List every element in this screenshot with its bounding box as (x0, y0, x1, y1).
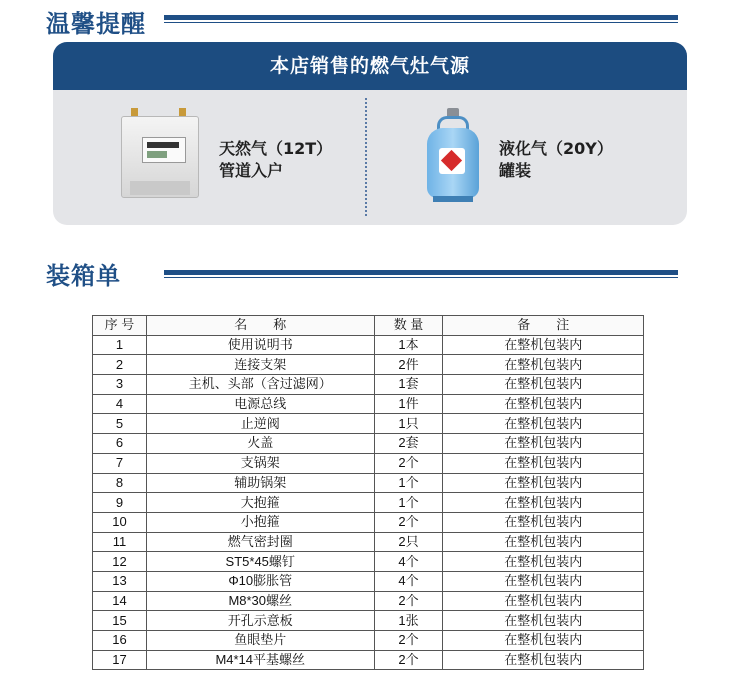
table-row (93, 394, 644, 414)
cell-index: 17 (93, 650, 147, 670)
cell-remark: 在整机包装内 (443, 512, 644, 532)
cell-remark: 在整机包装内 (443, 571, 644, 591)
table-header-row (93, 316, 644, 336)
header-index: 序 号 (93, 316, 147, 336)
table-row (93, 453, 644, 473)
cell-remark: 在整机包装内 (443, 375, 644, 395)
lpg-name: 液化气（20Y） (499, 139, 613, 158)
cell-index: 13 (93, 571, 147, 591)
cell-remark: 在整机包装内 (443, 453, 644, 473)
cell-remark: 在整机包装内 (443, 493, 644, 513)
cell-name: 小抱箍 (146, 512, 374, 532)
panel-heading: 本店销售的燃气灶气源 (53, 42, 687, 90)
cell-index: 14 (93, 591, 147, 611)
cell-remark: 在整机包装内 (443, 650, 644, 670)
natural-gas-name: 天然气（12T） (219, 139, 333, 158)
gas-cylinder-icon (425, 108, 481, 202)
table-row (93, 591, 644, 611)
gas-source-panel (53, 42, 687, 225)
cell-name: 开孔示意板 (146, 611, 374, 631)
cell-quantity: 2个 (374, 650, 443, 670)
header-remark: 备 注 (443, 316, 644, 336)
reminder-title: 温馨提醒 (46, 10, 146, 38)
cell-index: 8 (93, 473, 147, 493)
cell-index: 7 (93, 453, 147, 473)
cell-index: 2 (93, 355, 147, 375)
cell-quantity: 2只 (374, 532, 443, 552)
cell-remark: 在整机包装内 (443, 394, 644, 414)
header-quantity: 数 量 (374, 316, 443, 336)
packing-list-title: 装箱单 (46, 262, 121, 290)
cell-name: 支锅架 (146, 453, 374, 473)
table-row (93, 512, 644, 532)
cell-quantity: 1套 (374, 375, 443, 395)
cell-index: 10 (93, 512, 147, 532)
cell-quantity: 1个 (374, 493, 443, 513)
table-row (93, 375, 644, 395)
cell-name: 火盖 (146, 434, 374, 454)
cell-remark: 在整机包装内 (443, 532, 644, 552)
cell-index: 1 (93, 335, 147, 355)
cell-index: 11 (93, 532, 147, 552)
cell-name: 大抱箍 (146, 493, 374, 513)
table-row (93, 473, 644, 493)
cell-quantity: 1本 (374, 335, 443, 355)
cell-index: 3 (93, 375, 147, 395)
cell-remark: 在整机包装内 (443, 355, 644, 375)
cell-index: 6 (93, 434, 147, 454)
cell-index: 12 (93, 552, 147, 572)
cell-name: 止逆阀 (146, 414, 374, 434)
cell-quantity: 1个 (374, 473, 443, 493)
header-name: 名 称 (146, 316, 374, 336)
gas-meter-icon (121, 108, 197, 198)
table-row (93, 355, 644, 375)
cell-name: 连接支架 (146, 355, 374, 375)
table-row (93, 414, 644, 434)
cell-remark: 在整机包装内 (443, 591, 644, 611)
cell-quantity: 2件 (374, 355, 443, 375)
table-body (93, 335, 644, 670)
cell-remark: 在整机包装内 (443, 335, 644, 355)
table-row (93, 611, 644, 631)
cell-remark: 在整机包装内 (443, 434, 644, 454)
table-row (93, 650, 644, 670)
cell-name: 燃气密封圈 (146, 532, 374, 552)
table-row (93, 434, 644, 454)
cell-name: 辅助锅架 (146, 473, 374, 493)
natural-gas-detail: 管道入户 (219, 161, 284, 180)
cell-quantity: 2个 (374, 453, 443, 473)
lpg-detail: 罐装 (499, 161, 532, 180)
reminder-title-rule (164, 15, 678, 20)
cell-name: 电源总线 (146, 394, 374, 414)
cell-index: 9 (93, 493, 147, 513)
packing-table (92, 315, 644, 670)
table-row (93, 571, 644, 591)
cell-index: 5 (93, 414, 147, 434)
cell-quantity: 2个 (374, 512, 443, 532)
lpg-label (499, 138, 613, 182)
table-row (93, 532, 644, 552)
cell-quantity: 4个 (374, 571, 443, 591)
cell-quantity: 2个 (374, 631, 443, 651)
cell-quantity: 2套 (374, 434, 443, 454)
cell-index: 15 (93, 611, 147, 631)
cell-name: M4*14平基螺丝 (146, 650, 374, 670)
cell-quantity: 1件 (374, 394, 443, 414)
cell-quantity: 1张 (374, 611, 443, 631)
cell-name: M8*30螺丝 (146, 591, 374, 611)
cell-name: 鱼眼垫片 (146, 631, 374, 651)
packing-title-rule (164, 270, 678, 275)
natural-gas-label (219, 138, 332, 182)
cell-remark: 在整机包装内 (443, 552, 644, 572)
table-row (93, 493, 644, 513)
cell-quantity: 1只 (374, 414, 443, 434)
cell-quantity: 2个 (374, 591, 443, 611)
cell-index: 16 (93, 631, 147, 651)
cell-name: ST5*45螺钉 (146, 552, 374, 572)
cell-remark: 在整机包装内 (443, 631, 644, 651)
panel-divider (365, 98, 367, 216)
cell-quantity: 4个 (374, 552, 443, 572)
table-row (93, 631, 644, 651)
cell-name: Φ10膨胀管 (146, 571, 374, 591)
cell-remark: 在整机包装内 (443, 473, 644, 493)
cell-remark: 在整机包装内 (443, 414, 644, 434)
table-row (93, 335, 644, 355)
cell-index: 4 (93, 394, 147, 414)
cell-remark: 在整机包装内 (443, 611, 644, 631)
table-row (93, 552, 644, 572)
cell-name: 主机、头部（含过滤网） (146, 375, 374, 395)
cell-name: 使用说明书 (146, 335, 374, 355)
